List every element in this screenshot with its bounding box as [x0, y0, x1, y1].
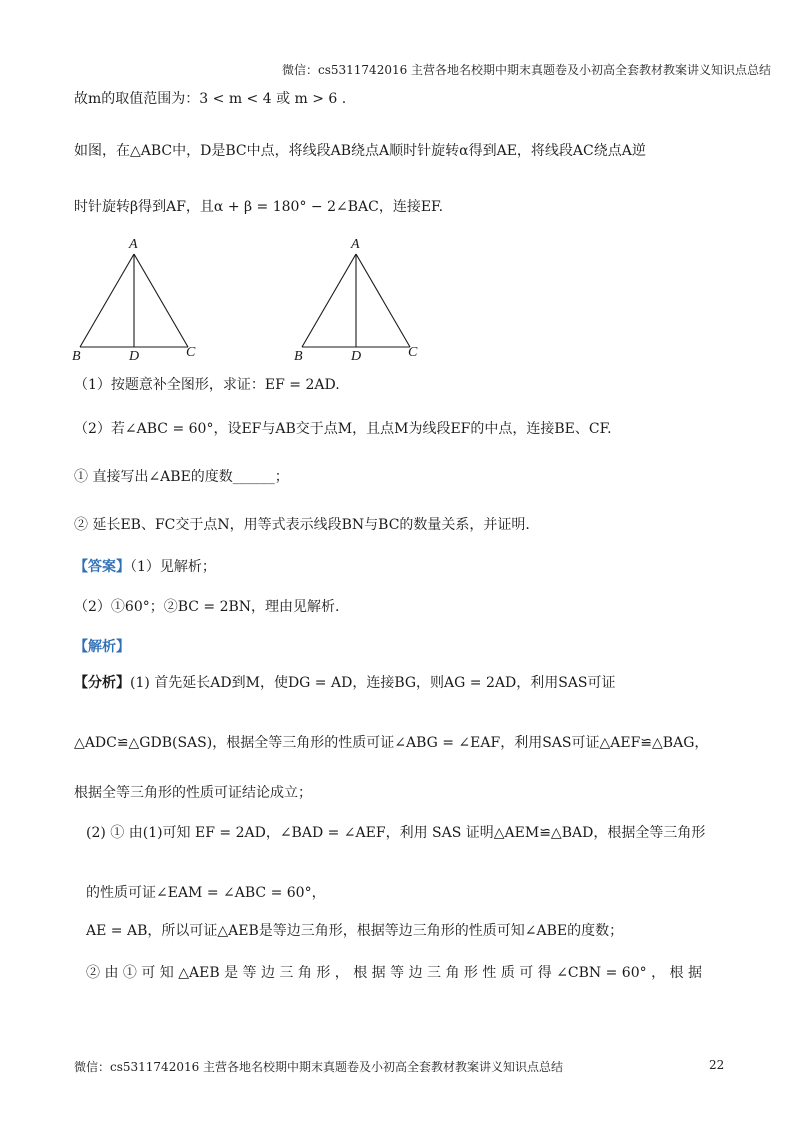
- triangle-figures: [60, 232, 460, 367]
- previous-answer-line: 故m的取值范围为：3 < m < 4 或 m > 6 .: [74, 91, 347, 107]
- answer-tag: 【答案】: [74, 559, 130, 575]
- answer-line-1: （1）见解析；: [130, 559, 216, 575]
- right-label-c: C: [408, 345, 418, 360]
- analysis-line-6: AE = AB，所以可证△AEB是等边三角形，根据等边三角形的性质可知∠ABE的度数；: [86, 923, 624, 939]
- left-label-c: C: [186, 345, 196, 360]
- right-label-d: D: [351, 349, 362, 364]
- question-line-2: 时针旋转β得到AF，且α + β = 180° − 2∠BAC，连接EF.: [74, 199, 444, 215]
- analysis-line-7: ② 由 ① 可 知 △AEB 是 等 边 三 角 形 ， 根 据 等 边 三 角 形 性 质 可 得 ∠CBN = 60° ， 根 据: [86, 965, 702, 981]
- analysis-line-3: 根据全等三角形的性质可证结论成立；: [74, 785, 312, 801]
- analysis-line-1-text: (1) 首先延长AD到M，使DG = AD，连接BG，则AG = 2AD，利用SAS可证: [130, 675, 616, 691]
- left-label-d: D: [129, 349, 140, 364]
- question-part-2: （2）若∠ABC = 60°，设EF与AB交于点M，且点M为线段EF的中点，连接BE、CF.: [74, 421, 612, 437]
- answer-block: [74, 556, 216, 576]
- page-footer: 微信：cs5311742016 主营各地名校期中期末真题卷及小初高全套教材教案讲义知识点总结: [74, 1060, 564, 1074]
- page-header: 微信：cs5311742016 主营各地名校期中期末真题卷及小初高全套教材教案讲义知识点总结: [282, 63, 772, 77]
- question-sub-2: ② 延长EB、FC交于点N，用等式表示线段BN与BC的数量关系，并证明.: [74, 517, 530, 533]
- left-triangle-figure: [72, 237, 196, 364]
- page-number: 22: [709, 1058, 725, 1072]
- fenxi-tag: 【分析】: [74, 675, 130, 691]
- question-sub-1: ① 直接写出∠ABE的度数______；: [74, 469, 289, 485]
- right-triangle-figure: [294, 237, 418, 364]
- analysis-line-1: [74, 672, 616, 692]
- right-label-a: A: [351, 237, 360, 252]
- question-part-1: （1）按题意补全图形，求证：EF = 2AD.: [74, 377, 340, 393]
- left-label-a: A: [129, 237, 138, 252]
- analysis-line-4: (2) ① 由(1)可知 EF = 2AD，∠BAD = ∠AEF，利用 SAS 证明△AEM≌△BAD，根据全等三角形: [86, 825, 706, 841]
- left-label-b: B: [72, 349, 81, 364]
- analysis-line-2: △ADC≌△GDB(SAS)，根据全等三角形的性质可证∠ABG = ∠EAF，利用SAS可证△AEF≌△BAG，: [74, 735, 709, 751]
- analysis-tag: 【解析】: [74, 639, 130, 655]
- analysis-line-5: 的性质可证∠EAM = ∠ABC = 60°，: [86, 885, 326, 901]
- right-label-b: B: [294, 349, 303, 364]
- answer-line-2: （2）①60°；②BC = 2BN，理由见解析.: [74, 599, 340, 615]
- question-line-1: 如图，在△ABC中，D是BC中点，将线段AB绕点A顺时针旋转α得到AE，将线段AC绕点A逆: [74, 143, 646, 159]
